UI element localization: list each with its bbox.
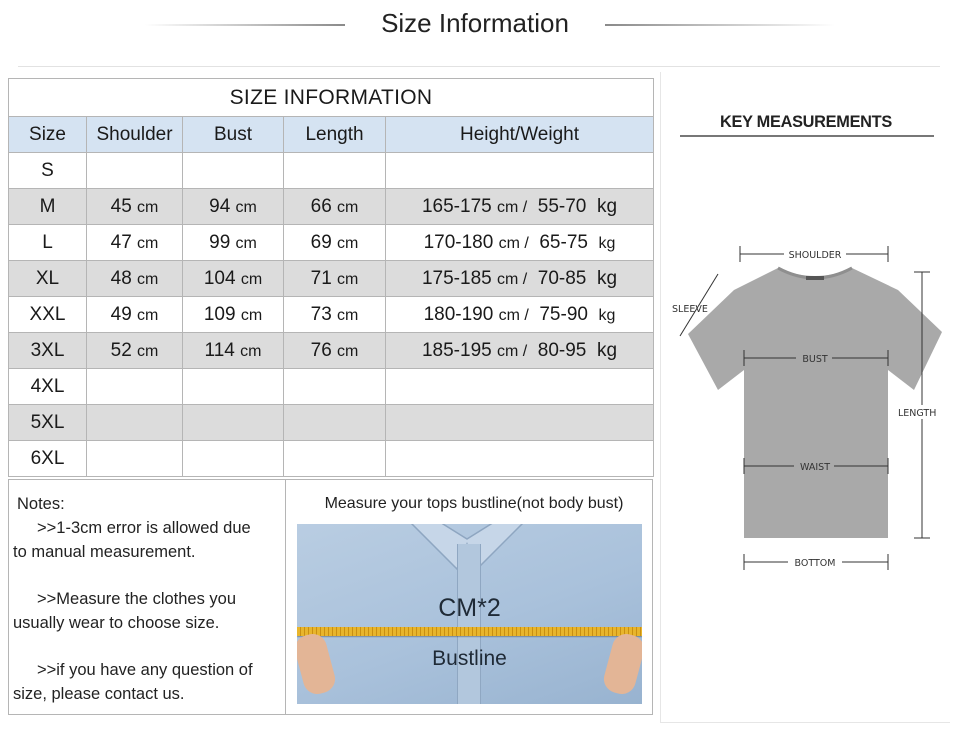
size-cell: S (9, 153, 87, 189)
unit-cm: cm (240, 270, 263, 288)
size-cell: 5XL (9, 405, 87, 441)
shoulder-cell (87, 261, 183, 297)
height-weight-cell (386, 261, 654, 297)
unit-cm: cm (137, 306, 159, 324)
length-cell (284, 153, 386, 189)
height-weight-cell (386, 189, 654, 225)
weight-value: 65-75 (539, 231, 588, 253)
length-value: 76 (310, 339, 332, 361)
size-cell: 6XL (9, 441, 87, 477)
length-cell (284, 225, 386, 261)
length-cell (284, 405, 386, 441)
unit-cm: cm (240, 306, 263, 324)
unit-cm: cm (337, 342, 359, 360)
size-row-6xl (9, 441, 654, 477)
note-1-first: >>1-3cm error is allowed due (37, 519, 251, 537)
bust-value: 104 (203, 267, 236, 289)
unit-cm-slash: cm / (496, 270, 528, 288)
shoulder-value: 52 (110, 339, 132, 361)
bust-value: 114 (204, 339, 235, 361)
note-2-rest: usually wear to choose size. (13, 614, 220, 632)
length-cell (284, 297, 386, 333)
shoulder-cell (87, 153, 183, 189)
bustline-photo (297, 524, 642, 704)
bottom-label: BOTTOM (794, 558, 836, 569)
bust-cell (183, 369, 284, 405)
unit-cm-slash: cm / (496, 342, 528, 360)
size-table-header (9, 117, 654, 153)
column-header-height-weight: Height/Weight (386, 117, 654, 153)
right-hand (601, 631, 642, 697)
length-value: 73 (310, 303, 332, 325)
photo-label-bustline: Bustline (432, 647, 507, 670)
shoulder-cell (87, 297, 183, 333)
size-cell: 3XL (9, 333, 87, 369)
height-weight-cell (386, 369, 654, 405)
size-row-5xl (9, 405, 654, 441)
length-cell (284, 369, 386, 405)
height-value: 165-175 (421, 195, 492, 217)
unit-cm-slash: cm / (496, 198, 528, 216)
notes (13, 492, 281, 706)
height-value: 175-185 (421, 267, 492, 289)
unit-cm: cm (137, 270, 159, 288)
unit-cm: cm (337, 306, 359, 324)
length-label: LENGTH (898, 408, 937, 419)
bust-cell (183, 189, 284, 225)
note-3-first: >>if you have any question of (37, 661, 253, 679)
note-2-first: >>Measure the clothes you (37, 590, 237, 608)
height-weight-cell (386, 297, 654, 333)
unit-cm: cm (235, 234, 257, 252)
shirt-placket (457, 544, 481, 704)
tshirt-diagram (666, 240, 959, 580)
size-row-l (9, 225, 654, 261)
height-weight-cell (386, 405, 654, 441)
unit-cm: cm (337, 234, 359, 252)
bust-cell (183, 297, 284, 333)
unit-cm: cm (240, 342, 262, 360)
length-value: 71 (310, 267, 332, 289)
weight-value: 80-95 (537, 339, 587, 361)
size-table (8, 78, 654, 477)
note-3-rest: size, please contact us. (13, 685, 185, 703)
unit-cm: cm (235, 198, 257, 216)
photo-caption: Measure your tops bustline(not body bust) (324, 495, 624, 512)
key-measurements-rule (680, 135, 934, 137)
unit-cm: cm (337, 270, 359, 288)
length-cell (284, 261, 386, 297)
size-row-xxl (9, 297, 654, 333)
size-row-4xl (9, 369, 654, 405)
note-1-rest: to manual measurement. (13, 543, 196, 561)
unit-kg: kg (598, 234, 616, 252)
size-cell: 4XL (9, 369, 87, 405)
unit-kg: kg (598, 306, 616, 324)
column-header-shoulder: Shoulder (87, 117, 183, 153)
bust-value: 99 (209, 231, 231, 253)
size-cell: XL (9, 261, 87, 297)
bottom-rule (660, 722, 950, 723)
page-title: Size Information (381, 8, 569, 38)
weight-value: 55-70 (537, 195, 587, 217)
unit-kg: kg (596, 339, 618, 361)
size-table-title: SIZE INFORMATION (9, 79, 654, 117)
shoulder-cell (87, 369, 183, 405)
size-row-xl (9, 261, 654, 297)
bust-cell (183, 405, 284, 441)
bust-cell (183, 261, 284, 297)
unit-cm: cm (337, 198, 359, 216)
height-weight-cell (386, 153, 654, 189)
shoulder-cell (87, 441, 183, 477)
unit-cm: cm (137, 198, 159, 216)
unit-cm-slash: cm / (498, 234, 529, 252)
bust-cell (183, 153, 284, 189)
unit-cm: cm (137, 342, 159, 360)
shoulder-cell (87, 405, 183, 441)
unit-kg: kg (596, 195, 618, 217)
shoulder-value: 45 (110, 195, 132, 217)
unit-cm: cm (137, 234, 159, 252)
key-measurements-title: KEY MEASUREMENTS (720, 112, 892, 131)
header-right-line (605, 24, 835, 26)
shoulder-value: 48 (110, 267, 132, 289)
bust-value: 94 (209, 195, 231, 217)
column-header-length: Length (284, 117, 386, 153)
bust-label: BUST (802, 354, 828, 365)
size-row-m (9, 189, 654, 225)
bust-value: 109 (203, 303, 236, 325)
height-value: 180-190 (423, 303, 494, 325)
length-cell (284, 333, 386, 369)
sleeve-label: SLEEVE (672, 304, 708, 315)
panel-divider (285, 480, 286, 714)
size-row-s (9, 153, 654, 189)
right-panel-border (660, 72, 661, 722)
unit-cm-slash: cm / (498, 306, 529, 324)
bust-cell (183, 225, 284, 261)
notes-panel (8, 479, 653, 715)
shoulder-cell (87, 225, 183, 261)
height-weight-cell (386, 441, 654, 477)
shoulder-value: 49 (110, 303, 132, 325)
shoulder-cell (87, 333, 183, 369)
length-cell (284, 189, 386, 225)
size-cell: L (9, 225, 87, 261)
header-divider (18, 66, 940, 67)
size-cell: M (9, 189, 87, 225)
notes-heading: Notes: (17, 495, 65, 513)
size-cell: XXL (9, 297, 87, 333)
shoulder-cell (87, 189, 183, 225)
unit-kg: kg (596, 267, 618, 289)
tshirt-shape (688, 268, 942, 538)
measuring-tape (297, 627, 642, 636)
height-weight-cell (386, 225, 654, 261)
column-header-bust: Bust (183, 117, 284, 153)
weight-value: 70-85 (537, 267, 587, 289)
bust-cell (183, 333, 284, 369)
photo-label-cm: CM*2 (438, 594, 501, 622)
size-row-3xl (9, 333, 654, 369)
weight-value: 75-90 (539, 303, 588, 325)
length-value: 66 (310, 195, 332, 217)
length-cell (284, 441, 386, 477)
shoulder-label: SHOULDER (788, 250, 842, 261)
height-weight-cell (386, 333, 654, 369)
height-value: 185-195 (421, 339, 492, 361)
bust-cell (183, 441, 284, 477)
shoulder-value: 47 (110, 231, 132, 253)
height-value: 170-180 (423, 231, 494, 253)
waist-label: WAIST (799, 462, 831, 473)
length-value: 69 (310, 231, 332, 253)
column-header-size: Size (9, 117, 87, 153)
